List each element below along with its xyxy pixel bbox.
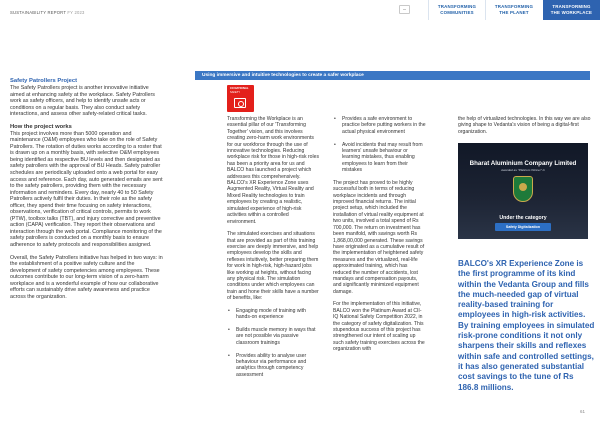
- tab-transforming-the-planet[interactable]: [485, 0, 542, 20]
- benefits-list: [333, 116, 426, 174]
- photo-category-label: Under the category: [499, 215, 547, 221]
- list-item: • Avoid incidents that may result from learners' unsafe behaviour or learning mistakes, thus enabling employees to learn from their mistakes: [333, 142, 426, 174]
- tab-line1: TRANSFORMING: [494, 4, 534, 9]
- report-title: SUSTAINABILITY REPORT: [10, 10, 67, 15]
- pull-quote: BALCO's XR Experience Zone is the first programme of its kind within the Vedanta Group and fills the much-needed gap of virtual reality-based training for employees in high-risk activities. By training employees in simulated risk-prone conditions it not only sharpens their skills and reflexes within safe and controlled settings, it has also generated substantial cost savings to the tune of Rs 186.8 millions.: [458, 259, 595, 392]
- body-paragraph: This project involves more than 5000 operation and maintenance (O&M) employees who take on the role of Safety Patrollers. The rotation of duties works according to a roster that is drawn up on a monthly basis, with selective O&M employees being identified as respective BU levels and then designated as safety patrollers with the approval of BU Heads. Safety patroller schedules are periodically uploaded onto a web portal for easy access and reference. Each day, auto generated emails are sent to the safety patrollers, providing them with the necessary information and reminders. Every day, nearly 40 to 50 Safety Patrollers actively fulfil their duties. In their role as the safety officer, they spend their time focusing on safety interactions, observations, verification of critical controls, permits to work (PTW), toolbox talks (TBT), and injury corrective and preventive action (CAPA) verification. They report their observations and interaction through the web portal. Compliance monitoring of the safety patrollers is conducted on a monthly basis to ensure adherence to safety protocols and responsibilities assigned.: [10, 130, 163, 249]
- page-number: 61: [580, 409, 586, 414]
- report-label: [10, 10, 85, 15]
- tab-line1: TRANSFORMING: [552, 4, 591, 9]
- tab-transforming-the-workplace[interactable]: [543, 0, 600, 20]
- subsection-heading: How the project works: [10, 123, 72, 130]
- body-paragraph: Overall, the Safety Patrollers initiative has helped in two ways: in the establishment of a positive safety culture and the development of safety competencies among employees. These outcomes contribute to our long-term vision of a zero-harm workplace and is a wonderful example of how our collaborative efforts can sustainably drive safety awareness and practice across the organization.: [10, 254, 163, 300]
- report-fy: FY 2023: [67, 10, 85, 15]
- right-column-text: the help of virtualized technologies. In this way we are also giving shape to Vedanta's vision of being a digital-first organization.: [458, 116, 591, 135]
- photo-title: Bharat Aluminium Company Limited: [469, 160, 577, 167]
- middle-column: [227, 116, 319, 385]
- left-column: [10, 78, 163, 306]
- tab-transforming-communities[interactable]: [428, 0, 485, 20]
- body-paragraph: Transforming the Workplace is an essential pillar of our 'Transforming Together' vision, and this involves creating zero-harm work environments for our workforce through the use of innovative technologies. Reducing workplace risk for those in high-risk roles has been a priority area for us and BALCO has launched a project which addresses this comprehensively. BALCO's XR Experience Zone uses Augmented Reality, Virtual Reality and Mixed Reality technologies to train employees by creating a realistic, simulated experience of high-risk activities within a controlled environment.: [227, 116, 320, 225]
- photo-category-badge: Safety Digitalization: [495, 223, 551, 231]
- body-paragraph: The project has proved to be highly successful both in terms of reducing workplace incidents and through improved financial returns. The initial project setup, which included the installation of virtual reality equipment at two units, involved a total spend of Rs 700,000. The return on investment has been manifold, with savings worth Rs 1,868,00,000 generated. These savings have originated as a cumulative result of the implementation of heightened safety measures and the virtualized, real-life approximated training, which has reduced the number of accidents, lost mandays and compensation payouts, and significantly minimized equipment damage.: [333, 179, 425, 295]
- list-item: • Engaging mode of training with hands-on experience: [227, 308, 319, 321]
- section-banner: Using immersive and intuitive technologies to create a safer workplace: [195, 71, 590, 80]
- section-heading: Safety Patrollers Project: [10, 78, 78, 84]
- logo-line2: SAFETY: [230, 91, 241, 94]
- logo-line1: CII NATIONAL: [230, 86, 249, 90]
- benefits-list: [227, 308, 319, 378]
- tab-line1: TRANSFORMING: [437, 4, 477, 9]
- tab-line2: THE WORKPLACE: [550, 9, 593, 15]
- cii-award-logo: [227, 85, 254, 112]
- safety-award-icon: [234, 98, 246, 108]
- list-item: • Provides ability to analyse user behaviour via performance and analytics through competency assessment: [227, 353, 319, 379]
- third-column: [333, 116, 426, 359]
- list-item: • Provides a safe environment to practice before putting workers in the actual physical environment: [333, 116, 426, 135]
- list-item: • Builds muscle memory in ways that are not possible via passive classroom trainings: [227, 327, 319, 346]
- menu-icon[interactable]: [399, 5, 410, 14]
- award-photo: [458, 143, 588, 239]
- award-emblem-icon: [513, 176, 533, 202]
- tab-line2: THE PLANET: [499, 9, 529, 15]
- intro-paragraph: The Safety Patrollers project is another innovative initiative aimed at enhancing safety at the workplace. Safety Patrollers work as safety officers, and help to identify unsafe acts or conditions on a regular basis. They also conduct safety interactions, and assess other safety-related critical tasks.: [10, 85, 155, 118]
- body-paragraph: The simulated exercises and situations that are provided as part of this training exercise are deeply immersive, and help employees develop the skills and reflexes intuitively, better preparing them for work in high-risk, high-hazard jobs like working at heights, without facing any physical risk. The simulation conditions under which employees can train and hone their skills have a number of benefits, like:: [227, 231, 319, 302]
- body-paragraph: For the implementation of this initiative, BALCO won the Platinum Award at CII-IQ National Safety Competition 2022, in the category of safety digitalization. This stupendous success of this project has strengthened our intent of scaling up such safety training exercises across the organization with: [333, 301, 425, 353]
- tab-line2: COMMUNITIES: [440, 9, 474, 15]
- photo-subtitle: Awarded as "Platinum Winner" in: [501, 168, 545, 172]
